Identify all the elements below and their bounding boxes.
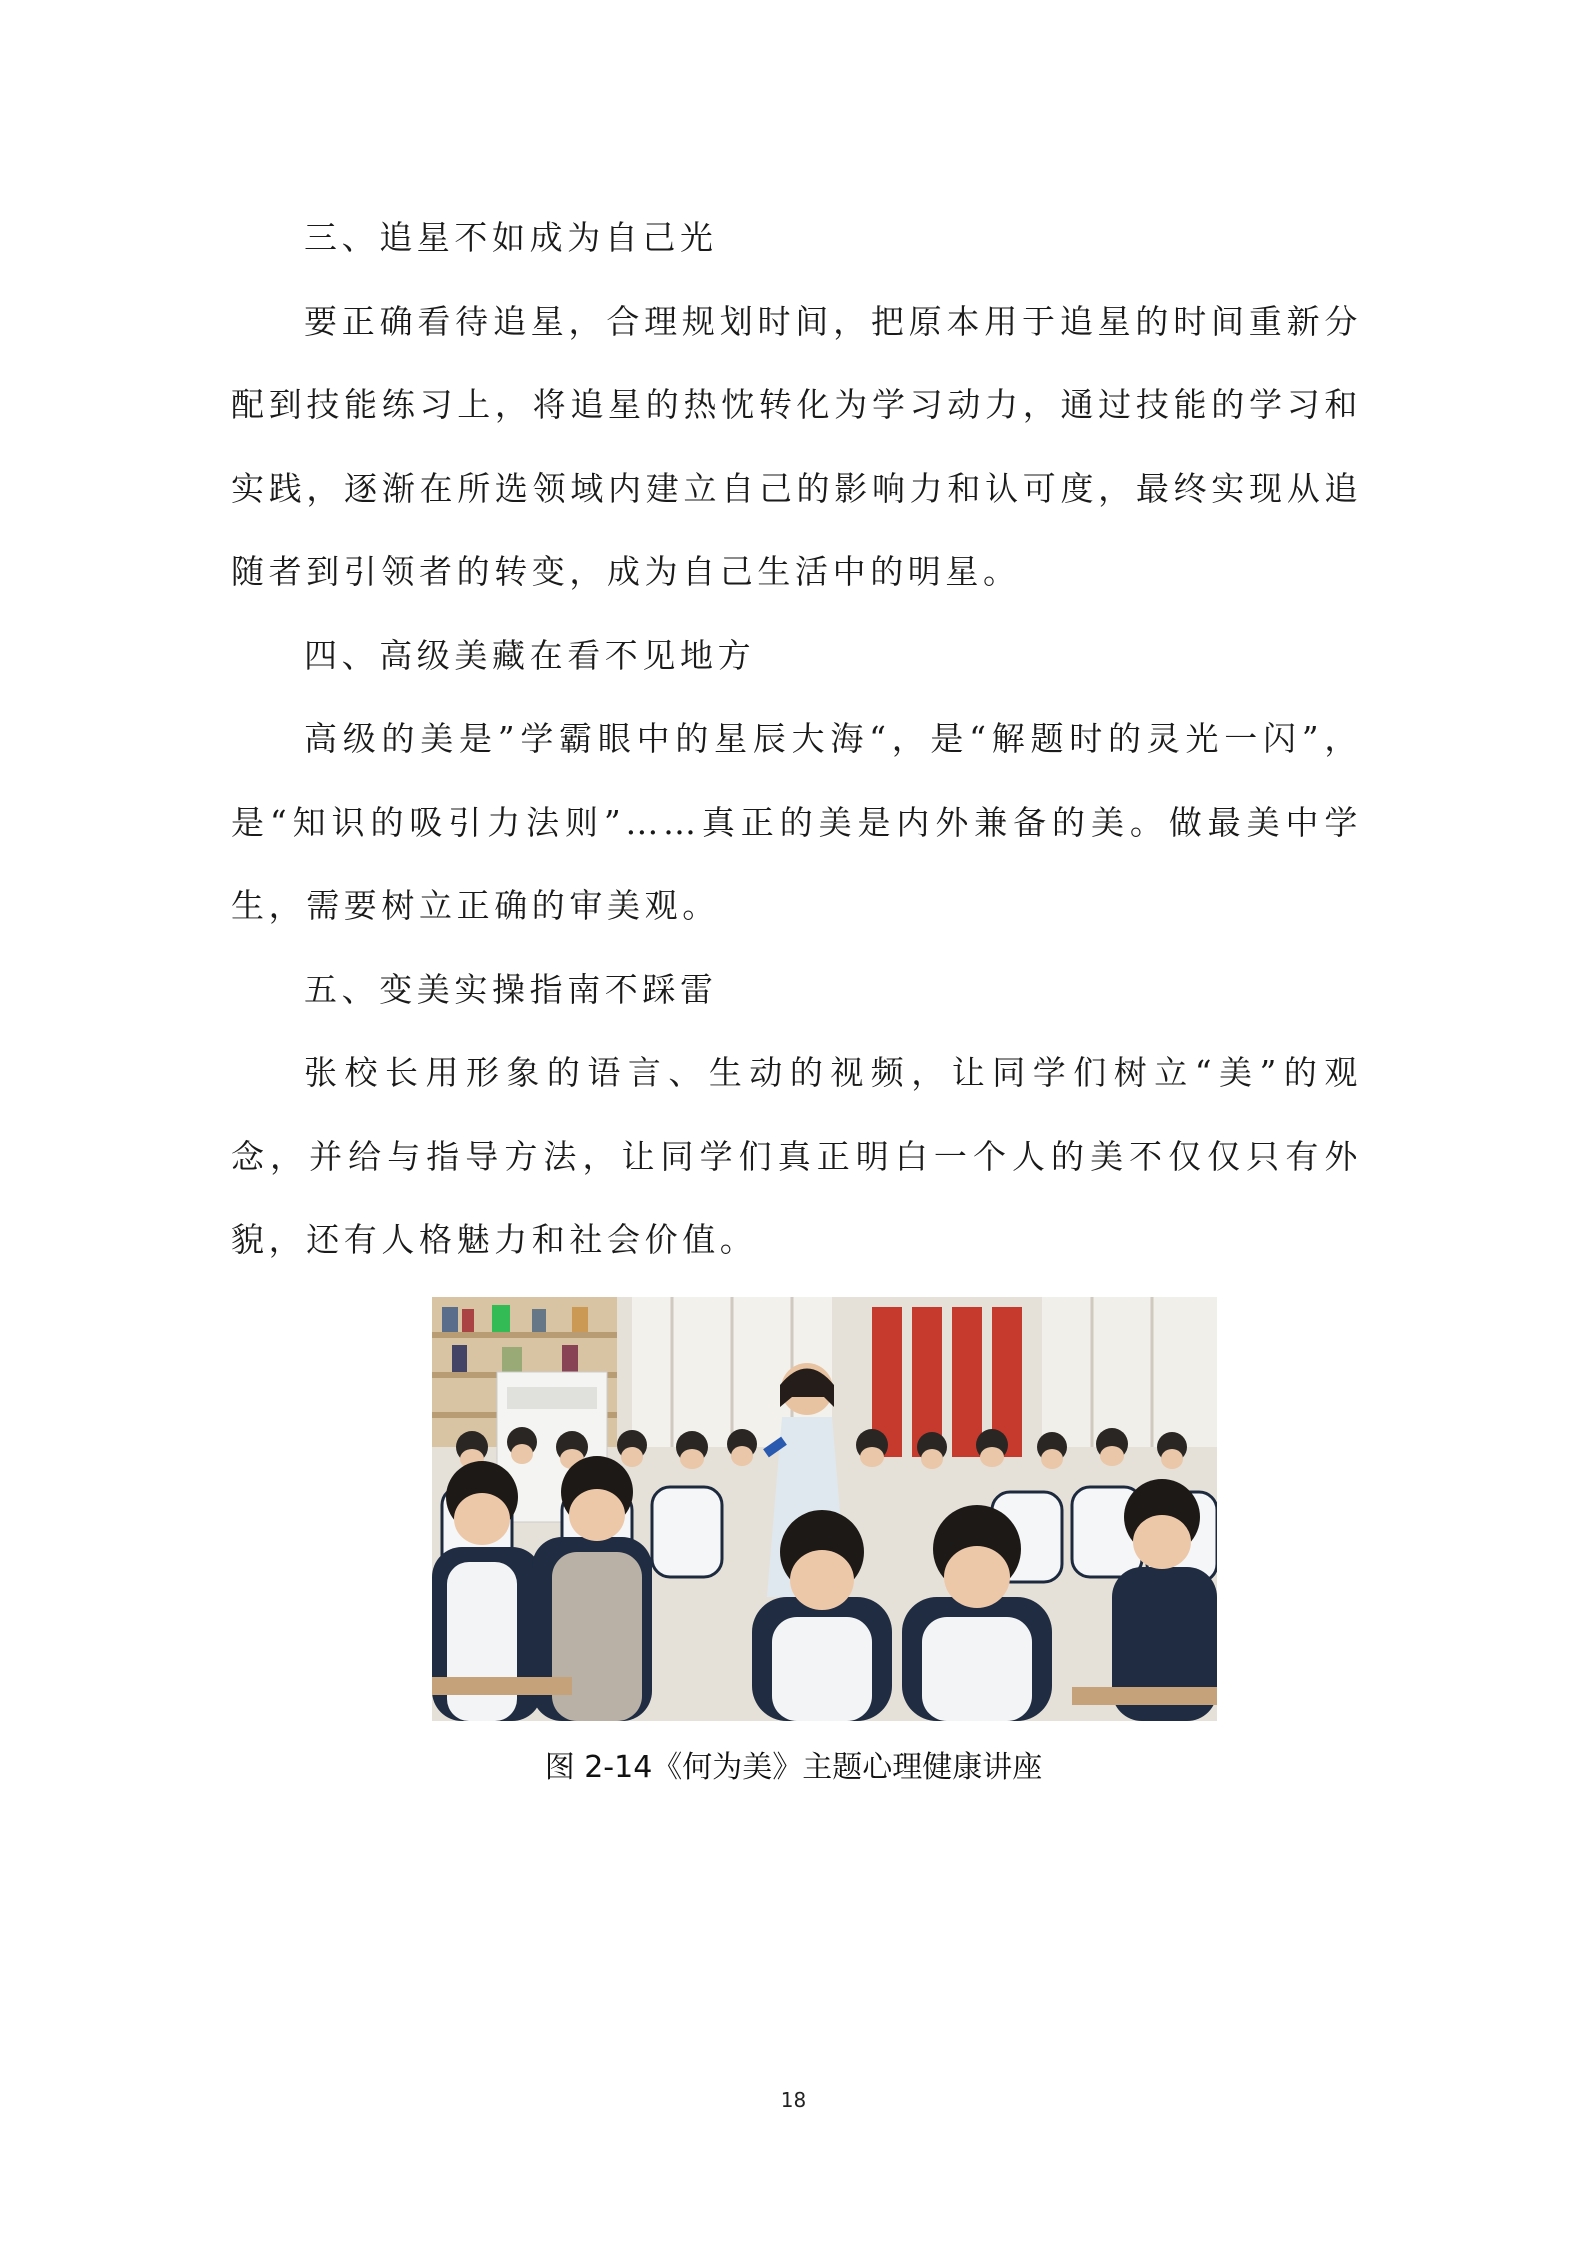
page-number: 18 bbox=[780, 2088, 807, 2112]
section-4-paragraph: 高级的美是”学霸眼中的星辰大海“，是“解题时的灵光一闪”，是“知识的吸引力法则”……真正的美是内外兼备的美。做最美中学生，需要树立正确的审美观。 bbox=[231, 719, 1362, 925]
section-5-heading: 五、变美实操指南不踩雷 bbox=[304, 969, 718, 1009]
section-4-heading: 四、高级美藏在看不见地方 bbox=[304, 635, 756, 675]
section-3-paragraph: 要正确看待追星，合理规划时间，把原本用于追星的时间重新分配到技能练习上，将追星的热忱转化为学习动力，通过技能的学习和实践，逐渐在所选领域内建立自己的影响力和认可度，最终实现从追随者到引领者的转变，成为自己生活中的明星。 bbox=[231, 301, 1362, 591]
figure-caption: 图 2-14《何为美》主题心理健康讲座 bbox=[544, 1750, 1043, 1785]
section-3-heading: 三、追星不如成为自己光 bbox=[304, 218, 718, 257]
lecture-photo bbox=[432, 1297, 1217, 1721]
body-text bbox=[231, 196, 1362, 1282]
section-5-paragraph: 张校长用形象的语言、生动的视频，让同学们树立“美”的观念，并给与指导方法，让同学们真正明白一个人的美不仅仅只有外貌，还有人格魅力和社会价值。 bbox=[231, 1053, 1362, 1259]
